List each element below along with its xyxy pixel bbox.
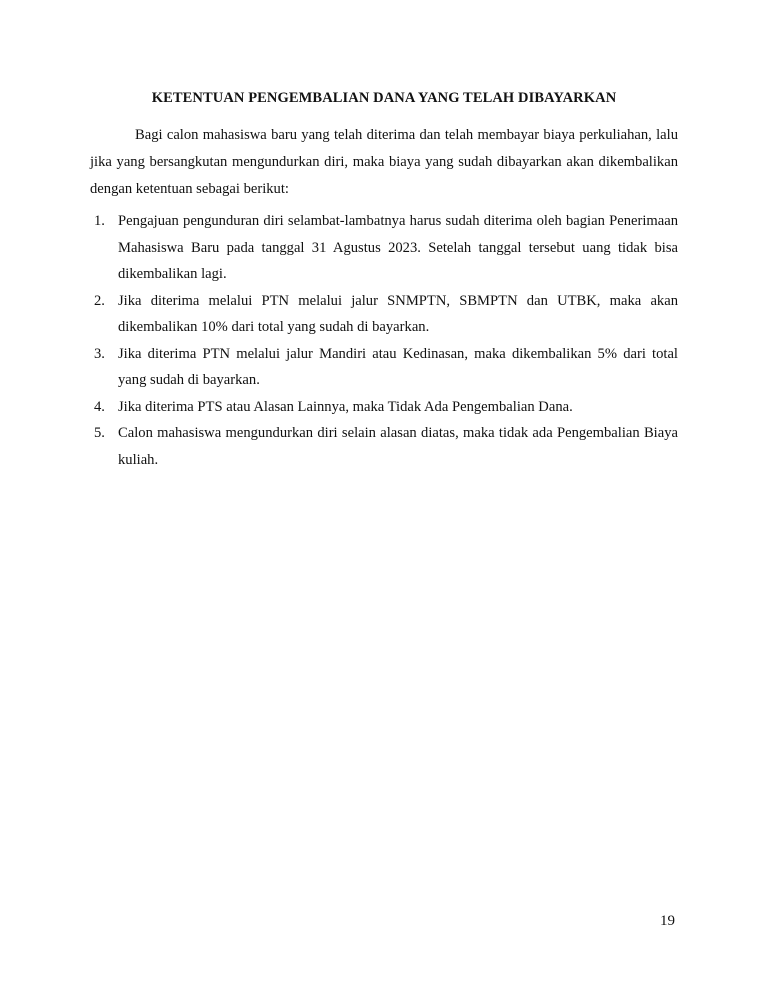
list-item-number: 2. [94,292,105,309]
list-item-text: Pengajuan pengunduran diri selambat-lambatnya harus sudah diterima oleh bagian Penerimaan Mahasiswa Baru pada tanggal 31 Agustus 2023. Setelah tanggal tersebut uang tidak bisa dikembalikan lagi. [118,213,678,282]
list-item-number: 4. [94,398,105,415]
document-title: KETENTUAN PENGEMBALIAN DANA YANG TELAH DIBAYARKAN [151,90,617,106]
intro-paragraph: Bagi calon mahasiswa baru yang telah diterima dan telah membayar biaya perkuliahan, lalu jika yang bersangkutan mengundurkan diri, maka biaya yang sudah dibayarkan akan dikembalikan dengan ketentuan sebagai berikut: [90,127,678,197]
list-item-text: Jika diterima PTS atau Alasan Lainnya, maka Tidak Ada Pengembalian Dana. [118,398,573,415]
list-item [90,341,678,394]
list-item-text: Jika diterima PTN melalui jalur Mandiri atau Kedinasan, maka dikembalikan 5% dari total yang sudah di bayarkan. [118,345,678,388]
list-item-number: 1. [94,213,105,229]
list-item-text: Calon mahasiswa mengundurkan diri selain alasan diatas, maka tidak ada Pengembalian Biaya kuliah. [118,425,678,468]
list-item [90,288,678,341]
refund-terms-list [90,208,678,473]
list-item [90,394,678,421]
list-item-number: 3. [94,345,105,362]
list-item [90,208,678,288]
list-item-text: Jika diterima melalui PTN melalui jalur SNMPTN, SBMPTN dan UTBK, maka akan dikembalikan 10% dari total yang sudah di bayarkan. [118,292,678,335]
list-item [90,420,678,473]
page-number: 19 [660,913,675,929]
list-item-number: 5. [94,425,105,441]
